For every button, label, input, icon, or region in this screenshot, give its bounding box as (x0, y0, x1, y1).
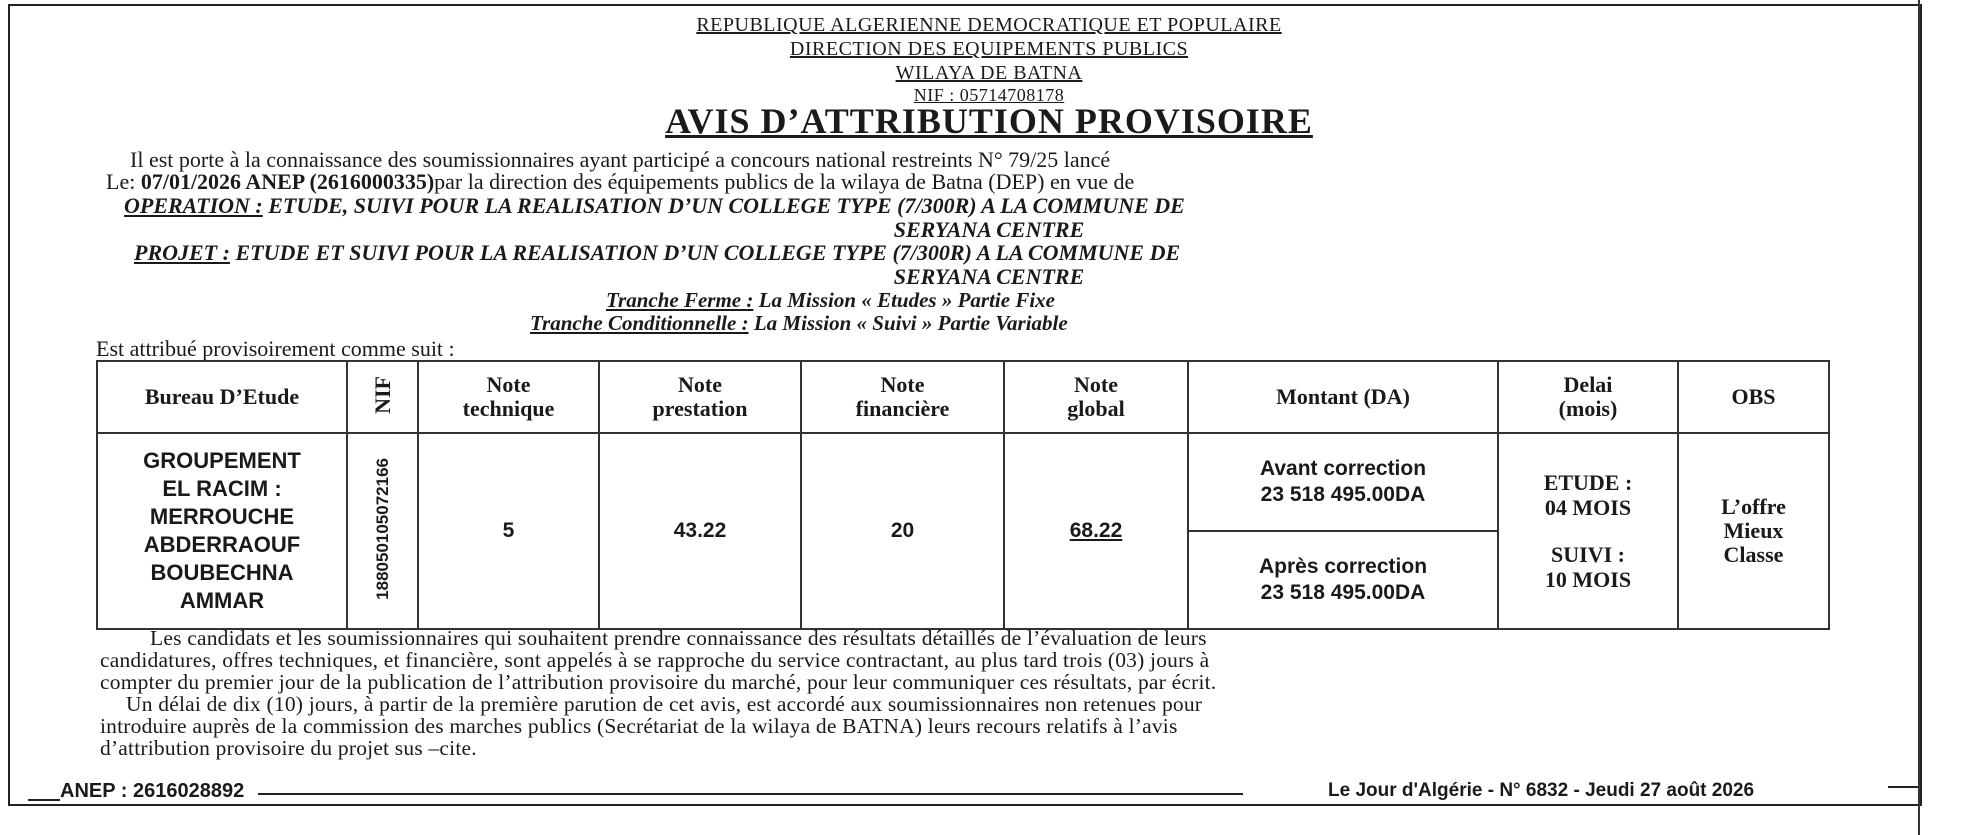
table-header-row (97, 361, 1829, 433)
bureau-line-2: EL RACIM : (162, 476, 282, 501)
th-note-technique-2: technique (462, 396, 555, 421)
th-delai (1498, 361, 1678, 433)
th-note-financiere (801, 361, 1004, 433)
obs-line-2: Mieux (1723, 518, 1784, 543)
projet-text: ETUDE ET SUIVI POUR LA REALISATION D’UN COLLEGE TYPE (7/300R) A LA COMMUNE DE (229, 240, 1181, 265)
obs-line-1: L’offre (1721, 494, 1786, 519)
tranche-cond-label: Tranche Conditionnelle : (530, 311, 749, 335)
delai-suivi-value: 10 MOIS (1544, 567, 1632, 592)
th-obs: OBS (1678, 361, 1829, 433)
intro-line-2 (106, 169, 1134, 195)
tranche-conditionnelle (530, 311, 1068, 336)
apres-value: 23 518 495.00DA (1260, 581, 1426, 604)
th-note-technique (418, 361, 599, 433)
cell-bureau (97, 433, 347, 629)
th-nif (347, 361, 418, 433)
body-line-6: d’attribution provisoire du projet sus –cite. (100, 736, 477, 760)
cell-nif (347, 433, 418, 629)
th-delai-2: (mois) (1558, 396, 1618, 421)
th-note-prestation-1: Note (678, 372, 722, 397)
cell-montant-avant (1188, 433, 1498, 531)
bureau-line-6: AMMAR (179, 588, 265, 613)
delai-suivi-label: SUIVI : (1551, 542, 1625, 567)
th-note-prestation-2: prestation (652, 396, 748, 421)
cell-note-financiere: 20 (801, 433, 1004, 629)
avant-label: Avant correction (1259, 457, 1427, 480)
body-line-2: candidatures, offres techniques, et financière, sont appelés à se rapproche du service contractant, au plus tard trois (03) jours à (100, 648, 1210, 672)
body-line-4: Un délai de dix (10) jours, à partir de la première parution de cet avis, est accordé aux soumissionnaires non retenues pour (126, 692, 1203, 716)
body-line-5: introduire auprès de la commission des marches publics (Secrétariat de la wilaya de BATNA) leurs recours relatifs à l’avis (100, 714, 1178, 738)
th-note-financiere-2: financière (855, 396, 950, 421)
cell-note-prestation: 43.22 (599, 433, 801, 629)
footer-journal: Le Jour d'Algérie - N° 6832 - Jeudi 27 août 2026 (1328, 780, 1755, 801)
body-line-3: compter du premier jour de la publication de l’attribution provisoire du marché, pour leur communiquer ces résultats, par écrit. (100, 670, 1217, 694)
cell-note-technique: 5 (418, 433, 599, 629)
th-note-global-2: global (1067, 396, 1125, 421)
note-global-value: 68.22 (1069, 519, 1123, 542)
tranche-ferme-text: La Mission « Etudes » Partie Fixe (753, 288, 1055, 312)
notice-title: AVIS D’ATTRIBUTION PROVISOIRE (665, 101, 1313, 141)
results-table (96, 360, 1830, 630)
header-republic: REPUBLIQUE ALGERIENNE DEMOCRATIQUE ET POPULAIRE (696, 14, 1282, 36)
footer-rule-right (1888, 786, 1918, 788)
th-note-technique-1: Note (486, 372, 531, 397)
cell-delai (1498, 433, 1678, 629)
body-line-1: Les candidats et les soumissionnaires qui souhaitent prendre connaissance des résultats détaillés de l’évaluation de leurs (150, 626, 1207, 650)
header-wilaya: WILAYA DE BATNA (895, 62, 1083, 84)
projet-line (134, 240, 1180, 266)
intro-date-anep: 07/01/2026 ANEP (2616000335) (140, 169, 435, 194)
bureau-line-5: BOUBECHNA (150, 560, 294, 585)
th-nif-label: NIF (369, 375, 395, 414)
th-montant: Montant (DA) (1188, 361, 1498, 433)
th-note-prestation (599, 361, 801, 433)
operation-label: OPERATION : (124, 193, 263, 218)
header-nif: NIF : 05714708178 (913, 85, 1065, 105)
apres-label: Après correction (1258, 555, 1428, 578)
cell-obs (1678, 433, 1829, 629)
obs-line-3: Classe (1723, 542, 1784, 567)
tranche-cond-text: La Mission « Suivi » Partie Variable (748, 311, 1068, 335)
cell-note-global (1004, 433, 1188, 629)
table-row (97, 433, 1829, 531)
th-bureau: Bureau D’Etude (97, 361, 347, 433)
bureau-line-4: ABDERRAOUF (143, 532, 301, 557)
intro-le: Le: (106, 169, 141, 194)
cell-montant-apres (1188, 531, 1498, 629)
th-delai-1: Delai (1563, 372, 1613, 397)
projet-line-2: SERYANA CENTRE (893, 264, 1085, 289)
th-note-global-1: Note (1074, 372, 1118, 397)
operation-text: ETUDE, SUIVI POUR LA REALISATION D’UN COLLEGE TYPE (7/300R) A LA COMMUNE DE (262, 193, 1185, 218)
delai-etude-label: ETUDE : (1543, 470, 1633, 495)
attribution-intro: Est attribué provisoirement comme suit : (96, 336, 455, 361)
projet-label: PROJET : (134, 240, 230, 265)
intro-line-1: Il est porte à la connaissance des soumissionnaires ayant participé a concours national restreints N° 79/25 lancé (130, 147, 1111, 172)
tranche-ferme-label: Tranche Ferme : (606, 288, 754, 312)
header-direction: DIRECTION DES EQUIPEMENTS PUBLICS (789, 38, 1189, 60)
operation-line-2: SERYANA CENTRE (893, 217, 1085, 242)
footer-rule (258, 793, 1243, 795)
delai-etude-value: 04 MOIS (1544, 495, 1632, 520)
footer-rule-left (28, 799, 60, 801)
avant-value: 23 518 495.00DA (1260, 483, 1426, 506)
tranche-ferme (606, 288, 1055, 313)
bureau-line-3: MERROUCHE (149, 504, 295, 529)
footer-anep: ANEP : 2616028892 (60, 780, 245, 802)
operation-line (124, 193, 1185, 219)
th-note-financiere-1: Note (880, 372, 925, 397)
bureau-line-1: GROUPEMENT (143, 448, 301, 473)
th-note-global (1004, 361, 1188, 433)
nif-value: 188050105072166 (372, 457, 392, 600)
intro-rest: par la direction des équipements publics de la wilaya de Batna (DEP) en vue de (434, 169, 1135, 194)
